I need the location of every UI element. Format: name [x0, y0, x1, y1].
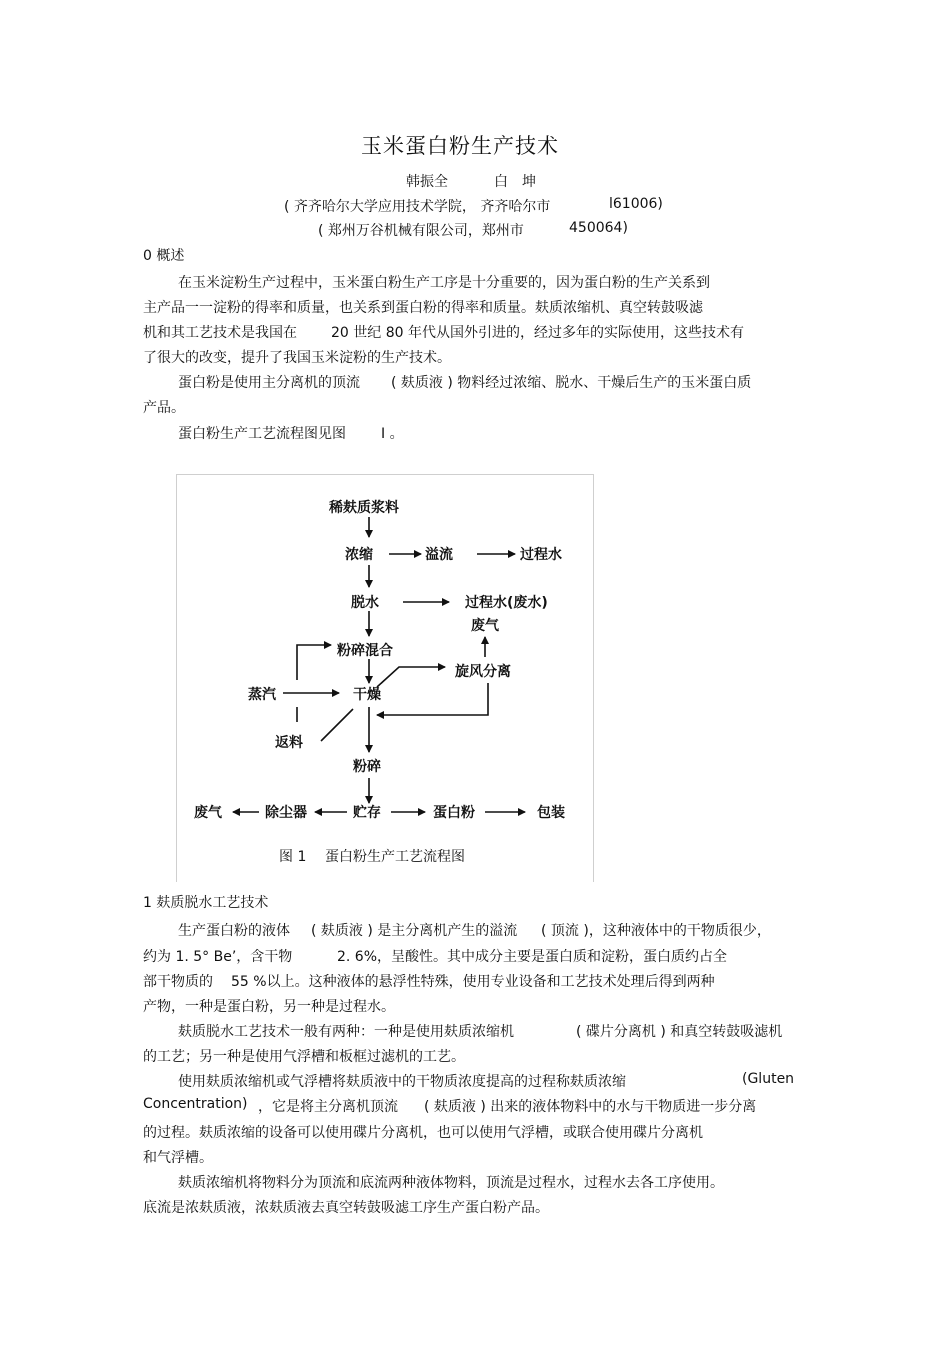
paragraph-line: 的工艺；另一种是使用气浮槽和板框过滤机的工艺。: [143, 1049, 465, 1065]
paragraph-line: 产物，一种是蛋白粉，另一种是过程水。: [143, 999, 395, 1015]
paragraph-line: I 。: [381, 426, 404, 442]
paragraph-line: Concentration): [143, 1096, 248, 1112]
paragraph-line: 机和其工艺技术是我国在: [143, 325, 297, 341]
node-protein-powder: 蛋白粉: [433, 805, 475, 821]
node-cyclone-separation: 旋风分离: [455, 664, 511, 680]
node-concentration: 浓缩: [345, 547, 373, 563]
paragraph-line: 20 世纪 80 年代从国外引进的，经过多年的实际使用，这些技术有: [331, 325, 744, 341]
section-0-heading: 0 概述: [143, 248, 185, 264]
process-flow-diagram: [177, 475, 595, 883]
paragraph-line: 麸质浓缩机将物料分为顶流和底流两种液体物料，顶流是过程水，过程水去各工序使用。: [178, 1175, 724, 1191]
paragraph-line: ( 麸质液 ) 物料经过浓缩、脱水、干燥后生产的玉米蛋白质: [391, 375, 752, 391]
paragraph-line: 55 %以上。这种液体的悬浮性特殊，使用专业设备和工艺技术处理后得到两种: [231, 974, 715, 990]
node-process-water: 过程水: [520, 547, 562, 563]
node-return-material: 返料: [275, 735, 303, 751]
paragraph-line: 产品。: [143, 400, 185, 416]
paragraph-line: 约为 1. 5° Be’，含干物: [143, 949, 293, 965]
figure-caption-text: 蛋白粉生产工艺流程图: [325, 849, 465, 865]
paragraph-line: 主产品一一淀粉的得率和质量，也关系到蛋白粉的得率和质量。麸质浓缩机、真空转鼓吸滤: [143, 300, 703, 316]
node-dust-collector: 除尘器: [265, 805, 307, 821]
paragraph-line: 部干物质的: [143, 974, 213, 990]
node-process-water-waste: 过程水(废水): [465, 595, 548, 611]
node-exhaust-gas-bottom: 废气: [194, 805, 222, 821]
paragraph-line: 了很大的改变，提升了我国玉米淀粉的生产技术。: [143, 350, 451, 366]
paragraph-line: 和气浮槽。: [143, 1150, 213, 1166]
paper-title: 玉米蛋白粉生产技术: [361, 134, 559, 158]
node-crushing: 粉碎: [353, 759, 381, 775]
paragraph-line: ( 麸质液 ) 出来的液体物料中的水与干物质进一步分离: [424, 1099, 757, 1115]
node-crush-mix: 粉碎混合: [337, 643, 393, 659]
paragraph-line: 底流是浓麸质液，浓麸质液去真空转鼓吸滤工序生产蛋白粉产品。: [143, 1200, 549, 1216]
section-1-heading: 1 麸质脱水工艺技术: [143, 895, 269, 911]
author-2: 白 坤: [494, 174, 536, 190]
figure-caption-label: 图 1: [279, 849, 307, 865]
node-steam: 蒸汽: [248, 687, 276, 703]
node-exhaust-gas-top: 废气: [471, 618, 499, 634]
affiliation-2-code: 450064): [569, 220, 628, 236]
paragraph-line: (Gluten: [742, 1071, 795, 1087]
paragraph-line: ( 碟片分离机 ) 和真空转鼓吸滤机: [576, 1024, 783, 1040]
paragraph-line: 蛋白粉生产工艺流程图见图: [178, 426, 346, 442]
paragraph-line: 2. 6%，呈酸性。其中成分主要是蛋白质和淀粉，蛋白质约占全: [337, 949, 728, 965]
node-drying: 干燥: [353, 687, 381, 703]
affiliation-2: ( 郑州万谷机械有限公司，郑州市: [318, 223, 524, 239]
affiliation-1: ( 齐齐哈尔大学应用技术学院， 齐齐哈尔市: [284, 199, 551, 215]
paragraph-line: 麸质脱水工艺技术一般有两种：一种是使用麸质浓缩机: [178, 1024, 514, 1040]
author-1: 韩振全: [406, 174, 448, 190]
paragraph-line: ( 顶流 )，这种液体中的干物质很少，: [541, 923, 771, 939]
paragraph-line: 使用麸质浓缩机或气浮槽将麸质液中的干物质浓度提高的过程称麸质浓缩: [178, 1074, 626, 1090]
figure-1-frame: [176, 474, 594, 882]
paragraph-line: ，它是将主分离机顶流: [258, 1099, 398, 1115]
paragraph-line: 蛋白粉是使用主分离机的顶流: [178, 375, 360, 391]
paragraph-line: 在玉米淀粉生产过程中，玉米蛋白粉生产工序是十分重要的，因为蛋白粉的生产关系到: [178, 275, 710, 291]
affiliation-1-code: l61006): [609, 196, 663, 212]
node-overflow: 溢流: [425, 547, 453, 563]
paragraph-line: 生产蛋白粉的液体: [178, 923, 290, 939]
node-dewatering: 脱水: [351, 595, 379, 611]
paragraph-line: ( 麸质液 ) 是主分离机产生的溢流: [311, 923, 518, 939]
node-dilute-gluten-slurry: 稀麸质浆料: [329, 500, 399, 516]
paragraph-line: 的过程。麸质浓缩的设备可以使用碟片分离机，也可以使用气浮槽，或联合使用碟片分离机: [143, 1125, 703, 1141]
node-packaging: 包装: [537, 805, 565, 821]
node-storage: 贮存: [353, 805, 381, 821]
